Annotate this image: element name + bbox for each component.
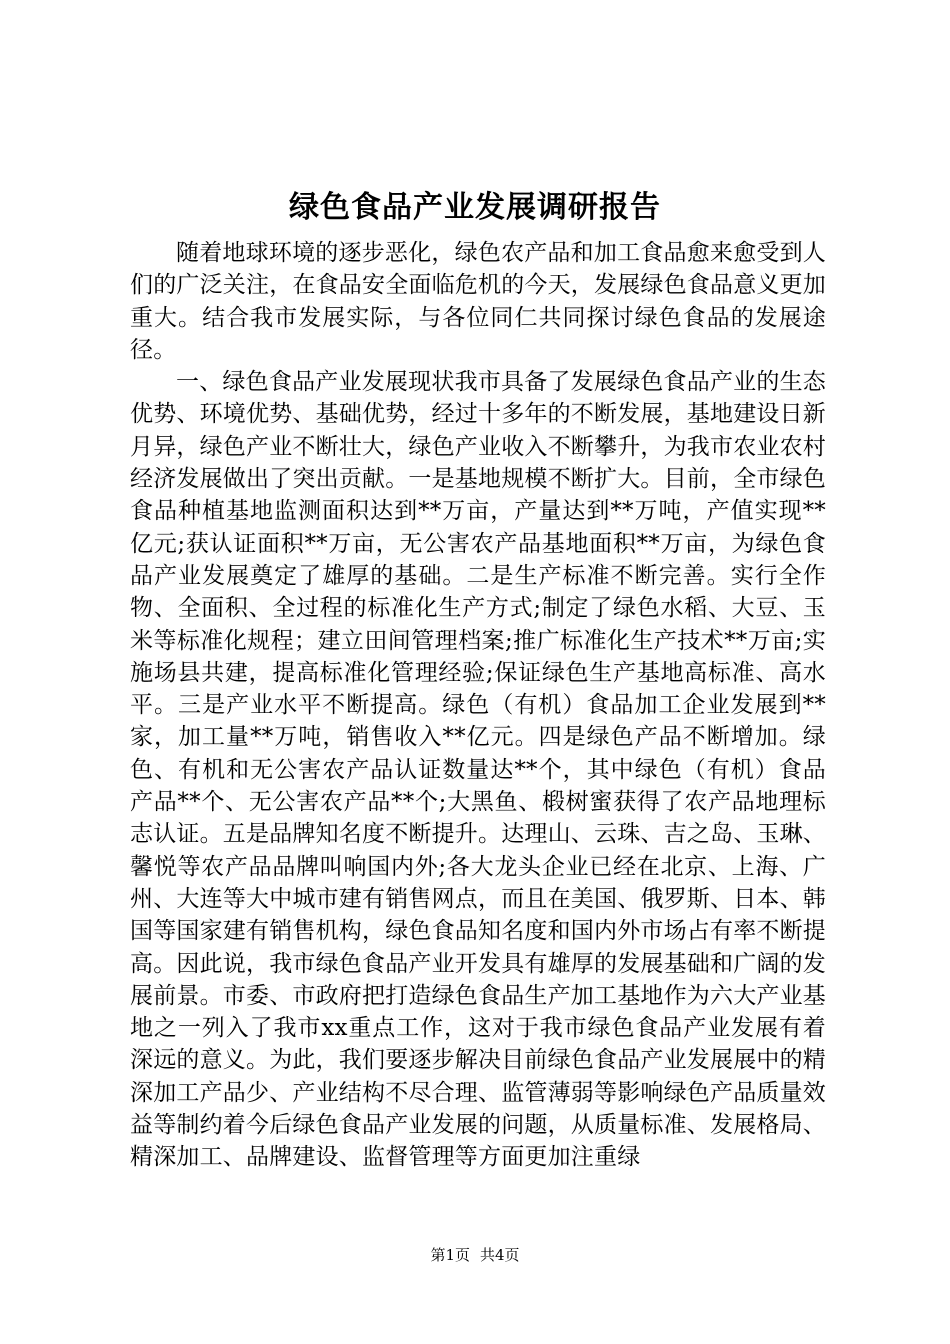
paragraph-section-one: 一、绿色食品产业发展现状我市具备了发展绿色食品产业的生态优势、环境优势、基础优势，经过十多年的不断发展，基地建设日新月异，绿色产业不断壮大，绿色产业收入不断攀升，为我市农业农村经济发展做出了突出贡献。一是基地规模不断扩大。目前，全市绿色食品种植基地监测面积达到**万亩，产量达到**万吨，产值实现**亿元;获认证面积**万亩，无公害农产品基地面积**万亩，为绿色食品产业发展奠定了雄厚的基础。二是生产标准不断完善。实行全作物、全面积、全过程的标准化生产方式;制定了绿色水稻、大豆、玉米等标准化规程；建立田间管理档案;推广标准化生产技术**万亩;实施场县共建，提高标准化管理经验;保证绿色生产基地高标准、高水平。三是产业水平不断提高。绿色（有机）食品加工企业发展到**家，加工量**万吨，销售收入**亿元。四是绿色产品不断增加。绿色、有机和无公害农产品认证数量达**个，其中绿色（有机）食品产品**个、无公害农产品**个;大黑鱼、椴树蜜获得了农产品地理标志认证。五是品牌知名度不断提升。达理山、云珠、吉之岛、玉琳、馨悦等农产品品牌叫响国内外;各大龙头企业已经在北京、上海、广州、大连等大中城市建有销售网点，而且在美国、俄罗斯、日本、韩国等国家建有销售机构，绿色食品知名度和国内外市场占有率不断提高。因此说，我市绿色食品产业开发具有雄厚的发展基础和广阔的发展前景。市委、市政府把打造绿色食品生产加工基地作为六大产业基地之一列入了我市xx重点工作，这对于我市绿色食品产业发展有着深远的意义。为此，我们要逐步解决目前绿色食品产业发展展中的精深加工产品少、产业结构不尽合理、监管薄弱等影响绿色产品质量效益等制约着今后绿色食品产业发展的问题，从质量标准、发展格局、精深加工、品牌建设、监督管理等方面更加注重绿	[130, 369, 826, 1171]
page-total: 共4页	[480, 1246, 520, 1264]
page-number: 第1页	[430, 1246, 470, 1264]
paragraph-intro: 随着地球环境的逐步恶化，绿色农产品和加工食品愈来愈受到人们的广泛关注，在食品安全面临危机的今天，发展绿色食品意义更加重大。结合我市发展实际，与各位同仁共同探讨绿色食品的发展途径。	[130, 240, 826, 363]
page-footer	[0, 1245, 950, 1265]
document-title: 绿色食品产业发展调研报告	[289, 190, 661, 225]
document-body	[130, 237, 826, 1174]
